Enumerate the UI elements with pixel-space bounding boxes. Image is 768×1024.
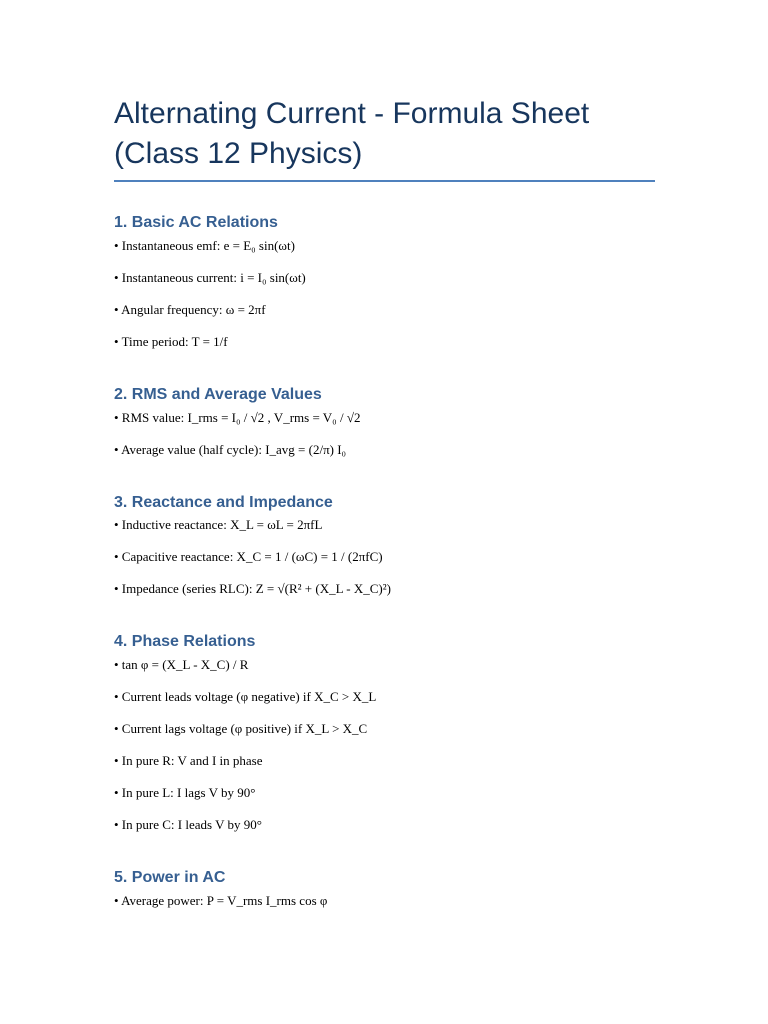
formula-item: • Average power: P = V_rms I_rms cos φ	[114, 893, 328, 908]
formula-item: • Angular frequency: ω = 2πf	[114, 302, 266, 317]
title-divider	[114, 180, 655, 182]
title-line-1: Alternating Current - Formula Sheet	[114, 97, 590, 130]
formula-item: • Instantaneous emf: e = E₀ sin(ωt)	[114, 238, 295, 253]
formula-item: • Capacitive reactance: X_C = 1 / (ωC) = 1 / (2πfC)	[114, 549, 383, 564]
page-title	[114, 94, 674, 174]
formula-item: • Time period: T = 1/f	[114, 334, 228, 349]
formula-item: • RMS value: I_rms = I₀ / √2 , V_rms = V₀ / √2	[114, 410, 361, 425]
section-heading-power-ac: 5. Power in AC	[114, 869, 226, 886]
title-line-2: (Class 12 Physics)	[114, 137, 363, 170]
formula-item: • In pure L: I lags V by 90°	[114, 785, 256, 800]
formula-item: • Inductive reactance: X_L = ωL = 2πfL	[114, 517, 323, 532]
section-heading-rms-average: 2. RMS and Average Values	[114, 386, 322, 403]
section-heading-phase-relations: 4. Phase Relations	[114, 633, 256, 650]
formula-item: • Impedance (series RLC): Z = √(R² + (X_L - X_C)²)	[114, 581, 391, 596]
formula-item: • In pure R: V and I in phase	[114, 753, 263, 768]
section-heading-reactance-impedance: 3. Reactance and Impedance	[114, 494, 333, 511]
formula-item: • Instantaneous current: i = I₀ sin(ωt)	[114, 270, 306, 285]
formula-item: • In pure C: I leads V by 90°	[114, 817, 262, 832]
formula-item: • tan φ = (X_L - X_C) / R	[114, 657, 249, 672]
section-heading-basic-ac: 1. Basic AC Relations	[114, 214, 278, 231]
formula-item: • Current leads voltage (φ negative) if X_C > X_L	[114, 689, 377, 704]
formula-item: • Current lags voltage (φ positive) if X_L > X_C	[114, 721, 368, 736]
formula-item: • Average value (half cycle): I_avg = (2/π) I₀	[114, 442, 347, 457]
